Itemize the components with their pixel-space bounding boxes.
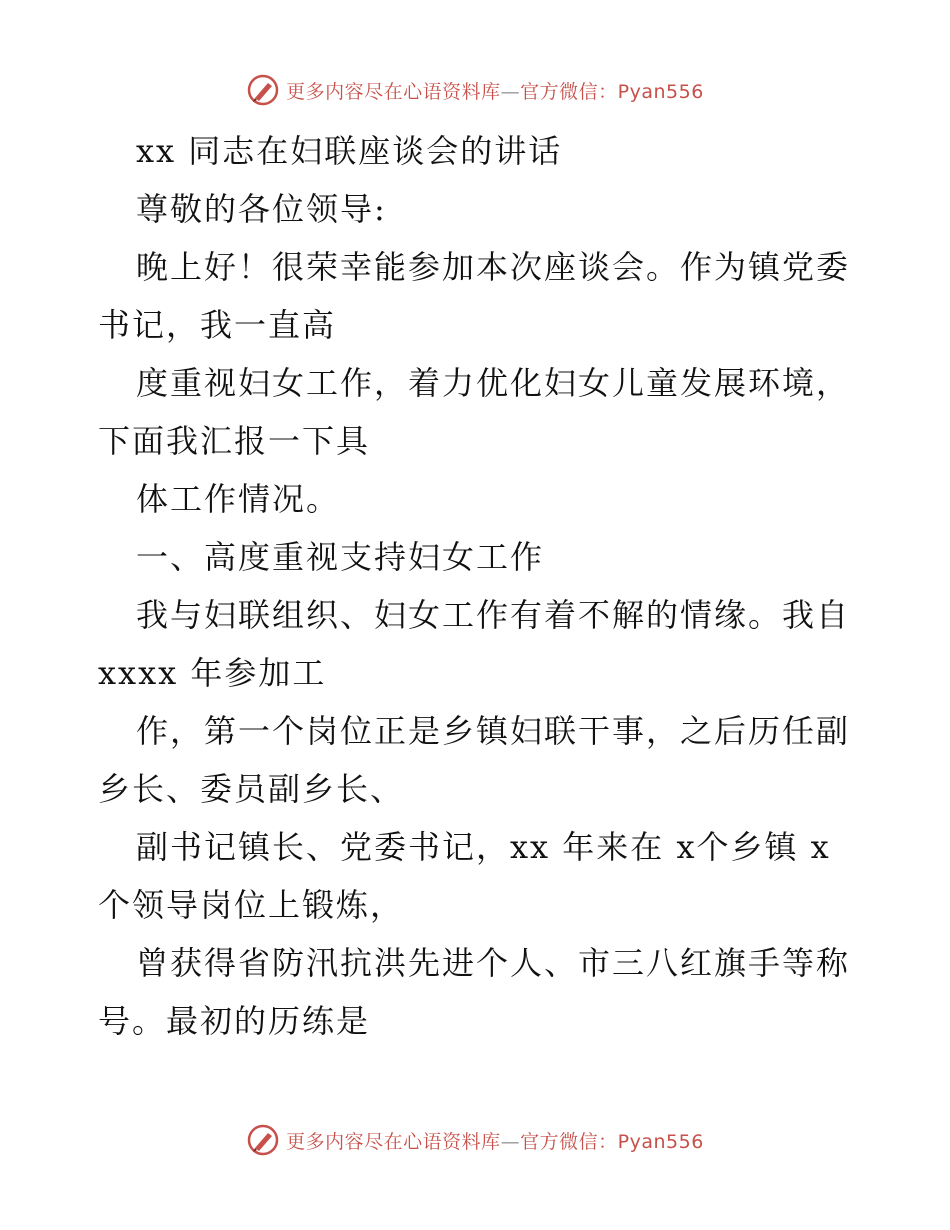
banner-dash: — xyxy=(500,80,521,103)
document-line: 度重视妇女工作，着力优化妇女儿童发展环境， xyxy=(136,364,851,402)
document-line: xxxx 年参加工 xyxy=(98,654,327,692)
banner-dash: — xyxy=(500,1130,521,1153)
pen-logo-icon xyxy=(246,73,280,107)
document-line: 下面我汇报一下具 xyxy=(98,422,371,460)
document-line: 曾获得省防汛抗洪先进个人、市三八红旗手等称 xyxy=(136,944,851,982)
document-line: 作，第一个岗位正是乡镇妇联干事，之后历任副 xyxy=(136,712,851,750)
document-line: 书记，我一直高 xyxy=(98,306,337,344)
banner-site-name: 更多内容尽在心语资料库 xyxy=(286,1130,501,1153)
banner-wechat: 官方微信：Pyan556 xyxy=(520,80,704,103)
banner-wechat: 官方微信：Pyan556 xyxy=(520,1130,704,1153)
document-line: 副书记镇长、党委书记，xx 年来在 x个乡镇 x xyxy=(136,828,831,866)
banner-site-name: 更多内容尽在心语资料库 xyxy=(286,80,501,103)
document-line: 体工作情况。 xyxy=(136,480,341,518)
header-banner xyxy=(0,70,950,110)
document-body xyxy=(98,122,858,1050)
document-line: 我与妇联组织、妇女工作有着不解的情缘。我自 xyxy=(136,596,851,634)
banner-text xyxy=(286,1127,704,1154)
document-line: 乡长、委员副乡长、 xyxy=(98,770,405,808)
document-line: 个领导岗位上锻炼， xyxy=(98,886,405,924)
document-line: 一、高度重视支持妇女工作 xyxy=(136,538,545,576)
document-line: xx 同志在妇联座谈会的讲话 xyxy=(136,132,563,170)
document-line: 号。最初的历练是 xyxy=(98,1002,371,1040)
banner-text xyxy=(286,77,704,104)
footer-banner xyxy=(0,1120,950,1160)
document-line: 尊敬的各位领导: xyxy=(136,190,387,228)
document-line: 晚上好！很荣幸能参加本次座谈会。作为镇党委 xyxy=(136,248,851,286)
pen-logo-icon xyxy=(246,1123,280,1157)
